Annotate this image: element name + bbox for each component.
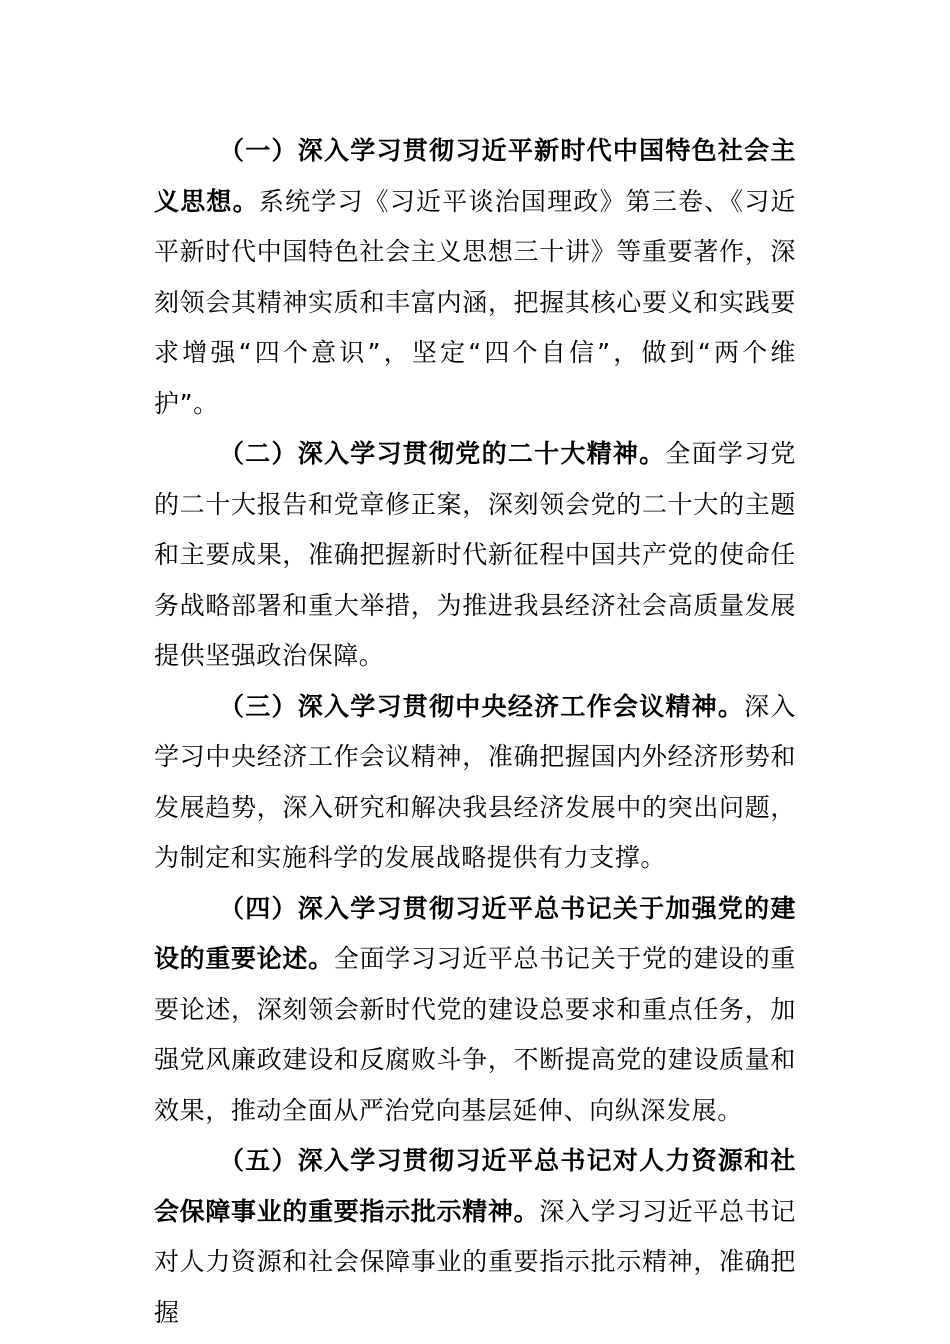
paragraph-2	[154, 429, 796, 682]
paragraph-3	[154, 682, 796, 884]
paragraph-2-heading: （二）深入学习贯彻党的二十大精神。	[219, 439, 666, 468]
paragraph-1-heading: （一）深入学习贯彻习近平新时代中国特色社会主义思想。	[154, 136, 796, 216]
paragraph-4-body: 全面学习习近平总书记关于党的建设的重要论述，深刻领会新时代党的建设总要求和重点任务，加强党风廉政建设和反腐败斗争，不断提高党的建设质量和效果，推动全面从严治党向基层延伸、向纵深发展。	[154, 944, 796, 1125]
paragraph-5	[154, 1136, 796, 1338]
paragraph-3-heading: （三）深入学习贯彻中央经济工作会议精神。	[219, 691, 745, 721]
paragraph-1	[154, 126, 796, 429]
paragraph-5-body: 深入学习习近平总书记对人力资源和社会保障事业的重要指示批示精神，准确把握	[154, 1196, 796, 1327]
document-body	[154, 126, 796, 1338]
paragraph-5-heading: （五）深入学习贯彻习近平总书记对人力资源和社会保障事业的重要指示批示精神。	[154, 1146, 796, 1226]
paragraph-4	[154, 884, 796, 1137]
paragraph-3-body: 深入学习中央经济工作会议精神，准确把握国内外经济形势和发展趋势，深入研究和解决我县经济发展中的突出问题，为制定和实施科学的发展战略提供有力支撑。	[154, 691, 796, 872]
paragraph-2-body: 全面学习党的二十大报告和党章修正案，深刻领会党的二十大的主题和主要成果，准确把握新时代新征程中国共产党的使命任务战略部署和重大举措，为推进我县经济社会高质量发展提供坚强政治保障。	[154, 439, 796, 670]
paragraph-4-heading: （四）深入学习贯彻习近平总书记关于加强党的建设的重要论述。	[154, 893, 796, 973]
paragraph-1-body: 系统学习《习近平谈治国理政》第三卷、《习近平新时代中国特色社会主义思想三十讲》等重要著作，深刻领会其精神实质和丰富内涵，把握其核心要义和实践要求增强“四个意识”，坚定“四个自信”，做到“两个维护”。	[154, 186, 797, 418]
